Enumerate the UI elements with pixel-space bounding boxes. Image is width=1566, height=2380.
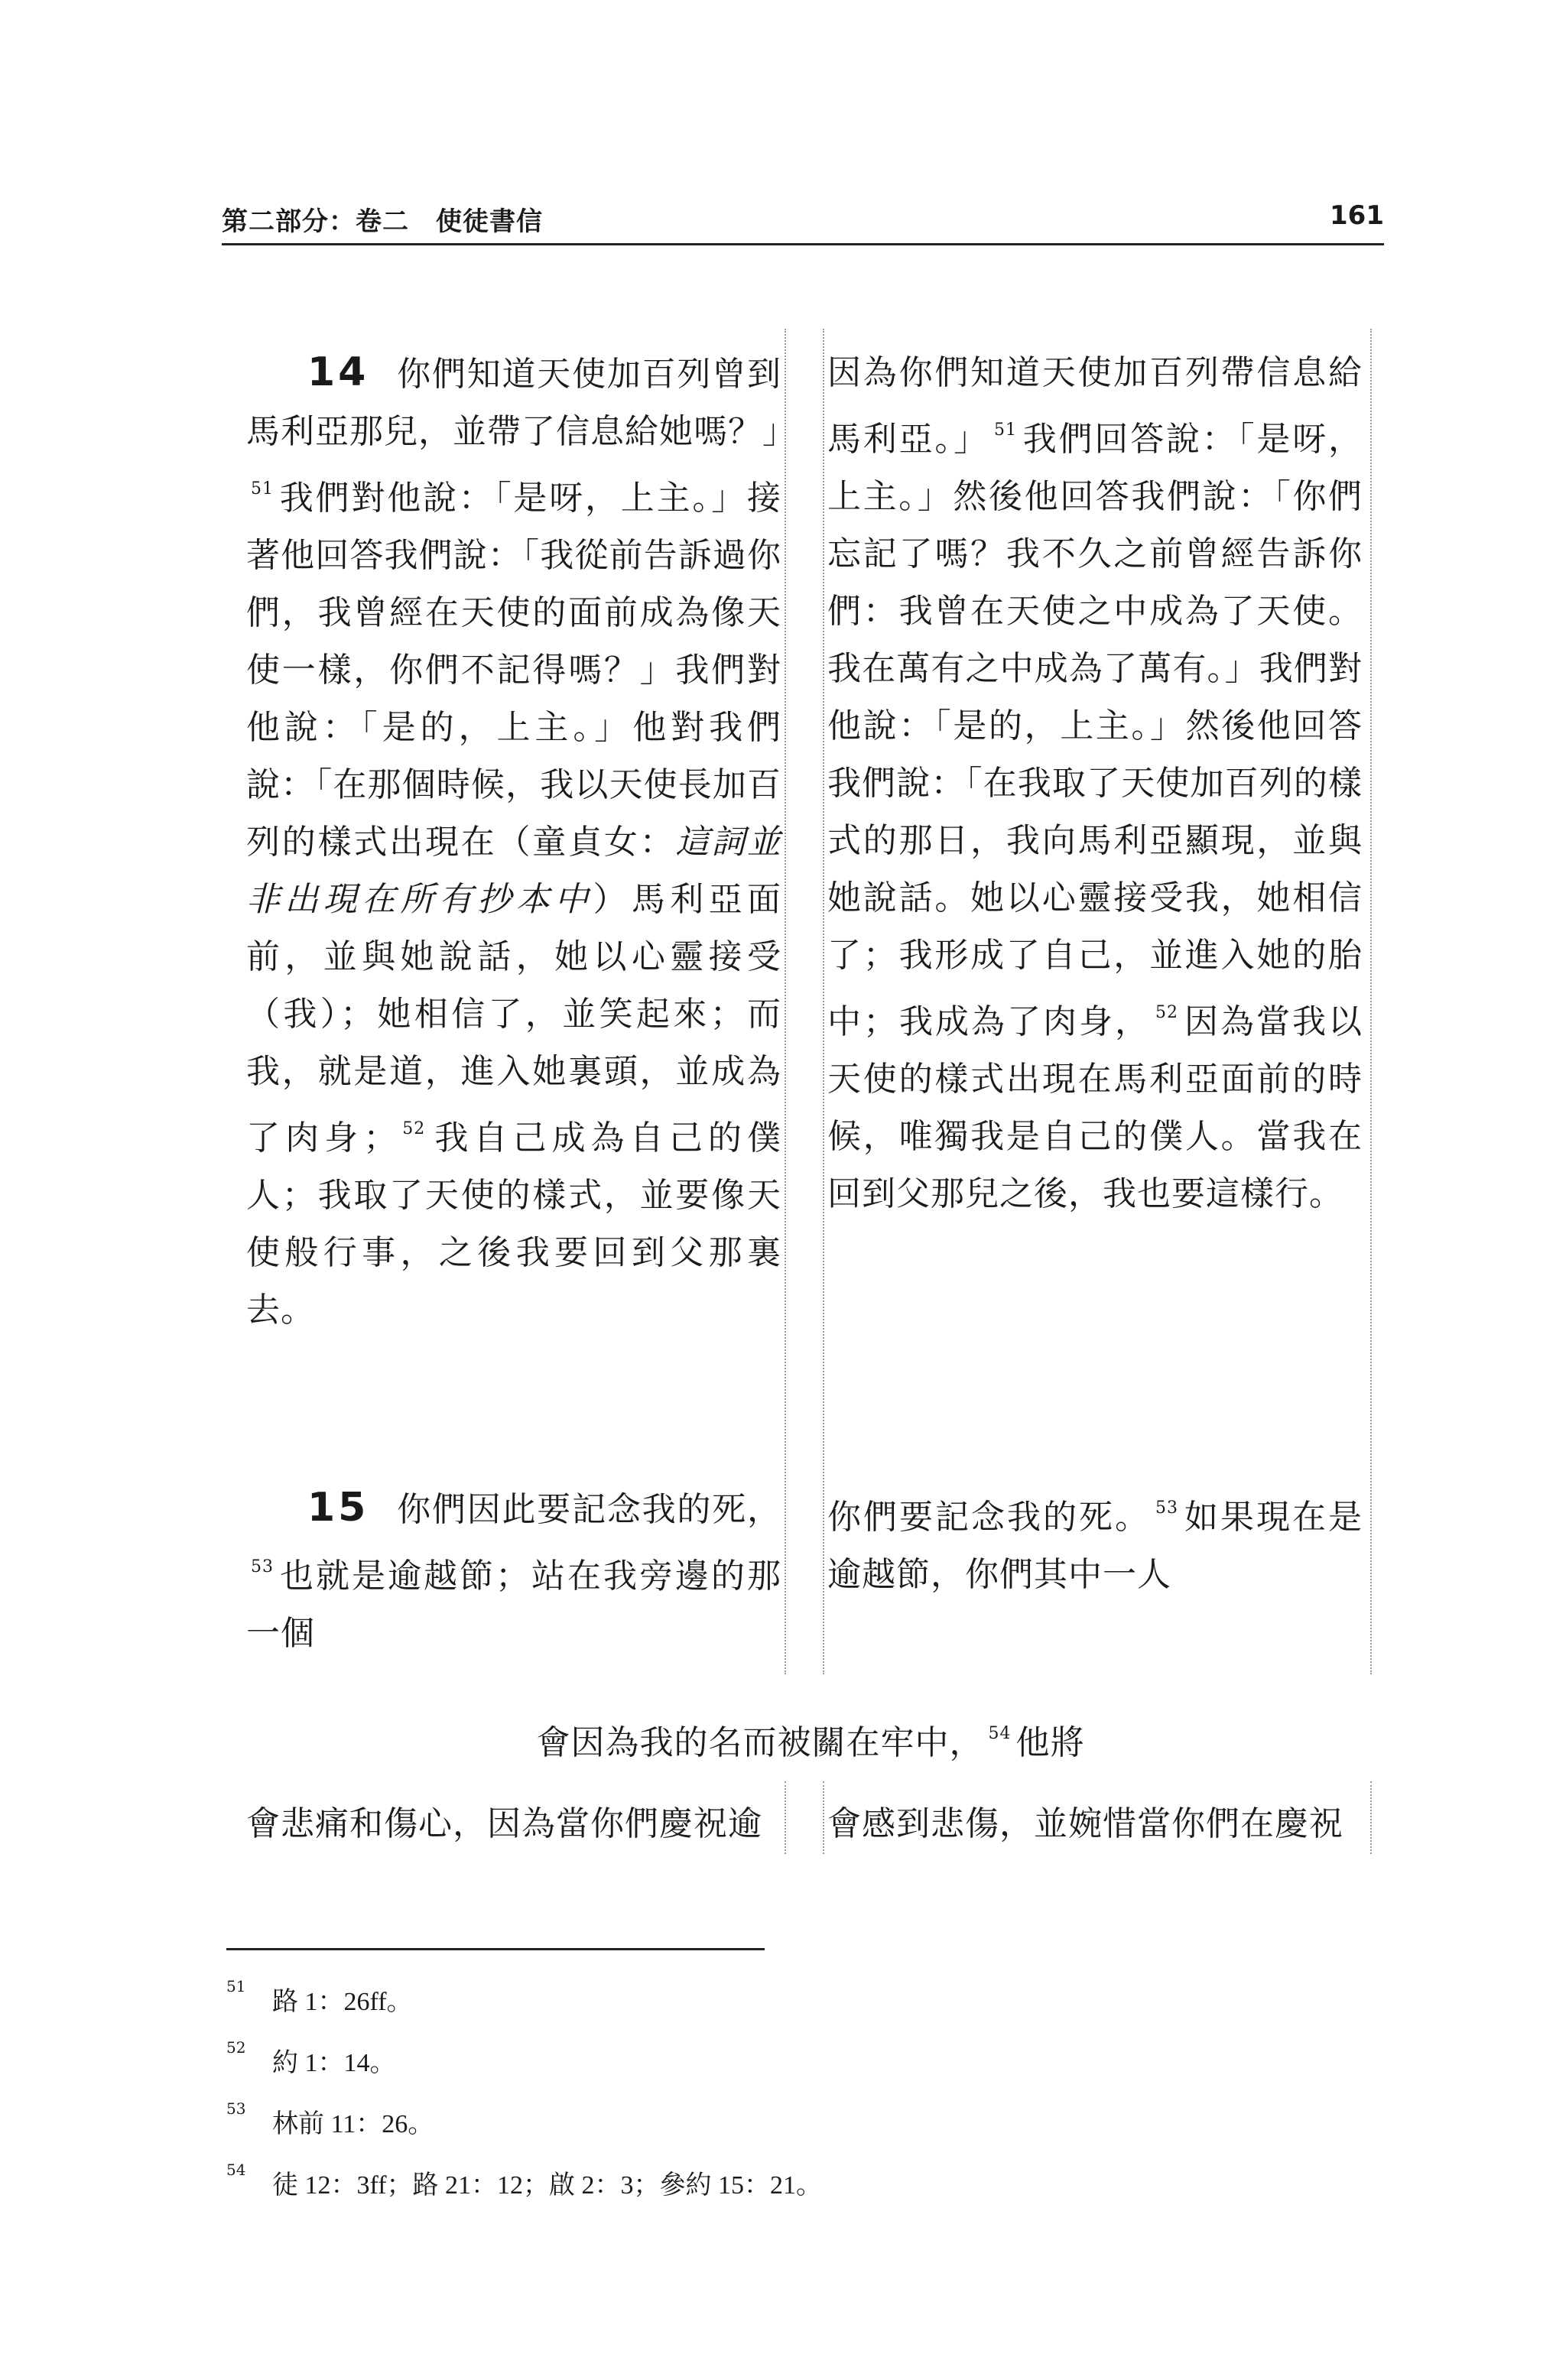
column-divider xyxy=(785,329,786,1674)
footnote-text: 徒 12：3ff；路 21：12；啟 2：3；參約 15：21。 xyxy=(272,2171,823,2200)
footnote-text: 路 1：26ff。 xyxy=(272,1988,413,2016)
running-header xyxy=(222,200,1384,246)
footnote-text: 約 1：14。 xyxy=(272,2049,396,2077)
last-row-left: 會悲痛和傷心，因為當你們慶祝逾 xyxy=(246,1804,762,1843)
last-row-right: 會感到悲傷，並婉惜當你們在慶祝 xyxy=(827,1804,1343,1843)
section-14-left-column xyxy=(246,344,797,1339)
text-segment: 你們知道天使加百列曾到馬利亞那兒，並帶了信息給她嗎？」 xyxy=(246,355,797,451)
merged-line: 會因為我的名而被關在牢中， $^{54}$ 他將 xyxy=(536,1723,1085,1762)
text-segment: 你們因此要記念我的死， xyxy=(396,1490,781,1529)
header-rule xyxy=(222,243,1384,245)
column-divider xyxy=(785,1781,786,1854)
column-divider xyxy=(1370,1781,1372,1854)
running-title: 第二部分：卷二 使徒書信 xyxy=(222,206,543,237)
column-divider xyxy=(823,1781,824,1854)
section-15-left-column xyxy=(246,1479,781,1662)
text-segment: 我自己成為自己的僕人；我取了天使的樣式，並要像天使般行事，之後我要回到父那裏去。 xyxy=(246,1119,781,1330)
footnote-ref: 52 xyxy=(1155,1003,1178,1022)
column-divider xyxy=(1370,329,1372,1674)
text-segment: 我們回答說：「是呀，上主。」然後他回答我們說：「你們忘記了嗎？我不久之前曾經告訴你們：我曾在天使之中成為了天使。我在萬有之中成為了萬有。」我們對他說：「是的，上主。」然後他回答我們說：「在我取了天使加百列的樣式的那日，我向馬利亞顯現，並與她說話。她以心靈接受我，她相信了；我形成了自己，並進入她的胎中；我成為了肉身， xyxy=(827,420,1363,1041)
footnotes xyxy=(226,1977,823,2225)
footnote-ref: 53 xyxy=(251,1557,274,1576)
italic-note: 這詞並非出現在所有抄本中 xyxy=(246,823,782,919)
footnote-number: 53 xyxy=(226,2099,246,2118)
footnote-ref: 53 xyxy=(1155,1498,1178,1518)
column-divider xyxy=(823,329,824,1674)
section-number-15: 15 xyxy=(307,1485,369,1531)
text-segment: 也就是逾越節；站在我旁邊的那一個 xyxy=(246,1557,781,1653)
text-segment: 你們要記念我的死。 xyxy=(827,1498,1151,1537)
footnote-rule xyxy=(226,1948,765,1950)
page-number: 161 xyxy=(1330,200,1384,231)
footnote-ref: 51 xyxy=(251,479,274,498)
text-segment: ）馬利亞面前，並與她說話，她以心靈接受（我）；她相信了，並笑起來；而我，就是道，進入她裏頭，並成為了肉身； xyxy=(246,880,782,1158)
footnote xyxy=(226,2161,823,2225)
text-segment: 如果現在是逾越節，你們其中一人 xyxy=(827,1498,1363,1594)
footnote-text: 林前 11：26。 xyxy=(272,2110,434,2138)
footnote-number: 54 xyxy=(226,2161,246,2179)
section-15-right-column xyxy=(827,1479,1363,1603)
text-segment: 因為當我以天使的樣式出現在馬利亞面前的時候，唯獨我是自己的僕人。當我在回到父那兒之後，我也要這樣行。 xyxy=(827,1002,1363,1213)
footnote-number: 52 xyxy=(226,2038,246,2057)
footnote xyxy=(226,1977,822,2041)
footnote xyxy=(226,2099,822,2164)
text-segment: 我們對他說：「是呀，上主。」接著他回答我們說：「我從前告訴過你們，我曾經在天使的面前成為像天使一樣，你們不記得嗎？」我們對他說：「是的，上主。」他對我們說：「在那個時候，我以天使長加百列的樣式出現在（童貞女： xyxy=(246,479,781,862)
footnote-number: 51 xyxy=(226,1977,246,1995)
footnote-ref: 54 xyxy=(988,1724,1012,1743)
footnote-ref: 51 xyxy=(994,420,1017,440)
text-segment: 因為你們知道天使加百列帶信息給馬利亞。」 xyxy=(827,353,1363,459)
footnote xyxy=(226,2038,822,2102)
section-14-right-column xyxy=(827,344,1363,1222)
footnote-ref: 52 xyxy=(402,1119,426,1138)
section-number-14: 14 xyxy=(307,349,369,395)
